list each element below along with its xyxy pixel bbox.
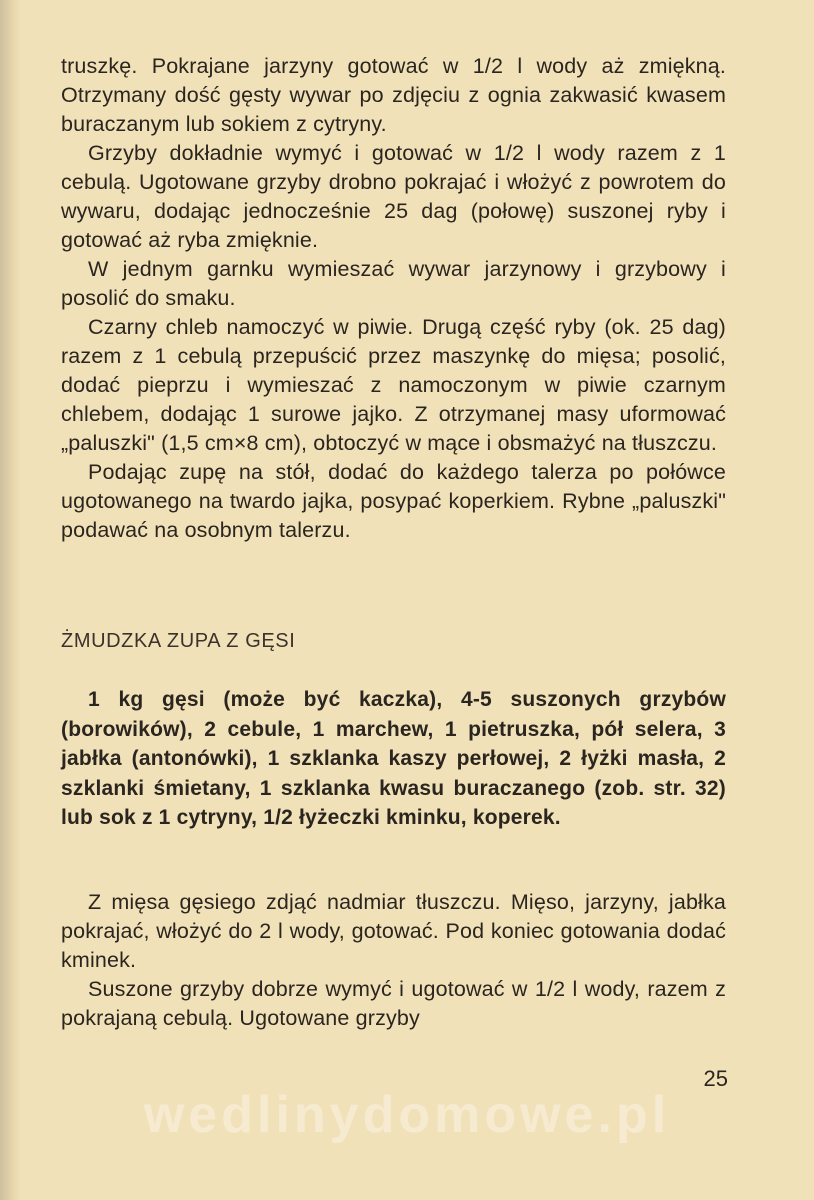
watermark: wedlinydomowe.pl <box>143 1086 671 1144</box>
page-number: 25 <box>703 1066 728 1091</box>
paragraph: Podając zupę na stół, dodać do każdego talerza po połówce ugotowanego na twardo jajka, posypać koperkiem. Rybne „paluszki" podawać na osobnym talerzu. <box>61 460 726 542</box>
paragraph: Z mięsa gęsiego zdjąć nadmiar tłuszczu. Mięso, jarzyny, jabłka pokrajać, włożyć do 2 l wody, gotować. Pod koniec gotowania dodać kminek. <box>61 890 726 972</box>
ingredients-list <box>61 685 726 833</box>
paragraph: W jednym garnku wymieszać wywar jarzynowy i grzybowy i posolić do smaku. <box>61 257 726 310</box>
recipe-title: ŻMUDZKA ZUPA Z GĘSI <box>61 630 296 652</box>
paragraph: Suszone grzyby dobrze wymyć i ugotować w 1/2 l wody, razem z pokrajaną cebulą. Ugotowane grzyby <box>61 977 726 1030</box>
recipe-instructions <box>61 888 726 1033</box>
paragraph: Grzyby dokładnie wymyć i gotować w 1/2 l wody razem z 1 cebulą. Ugotowane grzyby drobno pokrajać i włożyć z powrotem do wywaru, dodając jednocześnie 25 dag (połowę) suszonej ryby i gotować aż ryba zmięknie. <box>61 141 726 252</box>
continued-recipe-text <box>61 52 726 545</box>
ingredients-text: 1 kg gęsi (może być kaczka), 4-5 suszonych grzybów (borowików), 2 cebule, 1 marchew, 1 pietruszka, pół selera, 3 jabłka (antonówki), 1 szklanka kaszy perłowej, 2 łyżki masła, 2 szklanki śmietany, 1 szklanka kwasu buraczanego (zob. str. 32) lub sok z 1 cytryny, 1/2 łyżeczki kminku, koperek. <box>61 688 726 829</box>
paragraph: truszkę. Pokrajane jarzyny gotować w 1/2 l wody aż zmiękną. Otrzymany dość gęsty wywar po zdjęciu z ognia zakwasić kwasem buraczanym lub sokiem z cytryny. <box>61 54 726 136</box>
paragraph: Czarny chleb namoczyć w piwie. Drugą część ryby (ok. 25 dag) razem z 1 cebulą przepuścić przez maszynkę do mięsa; posolić, dodać pieprzu i wymieszać z namoczonym w piwie czarnym chlebem, dodając 1 surowe jajko. Z otrzymanej masy uformować „paluszki" (1,5 cm×8 cm), obtoczyć w mące i obsmażyć na tłuszczu. <box>61 315 726 455</box>
